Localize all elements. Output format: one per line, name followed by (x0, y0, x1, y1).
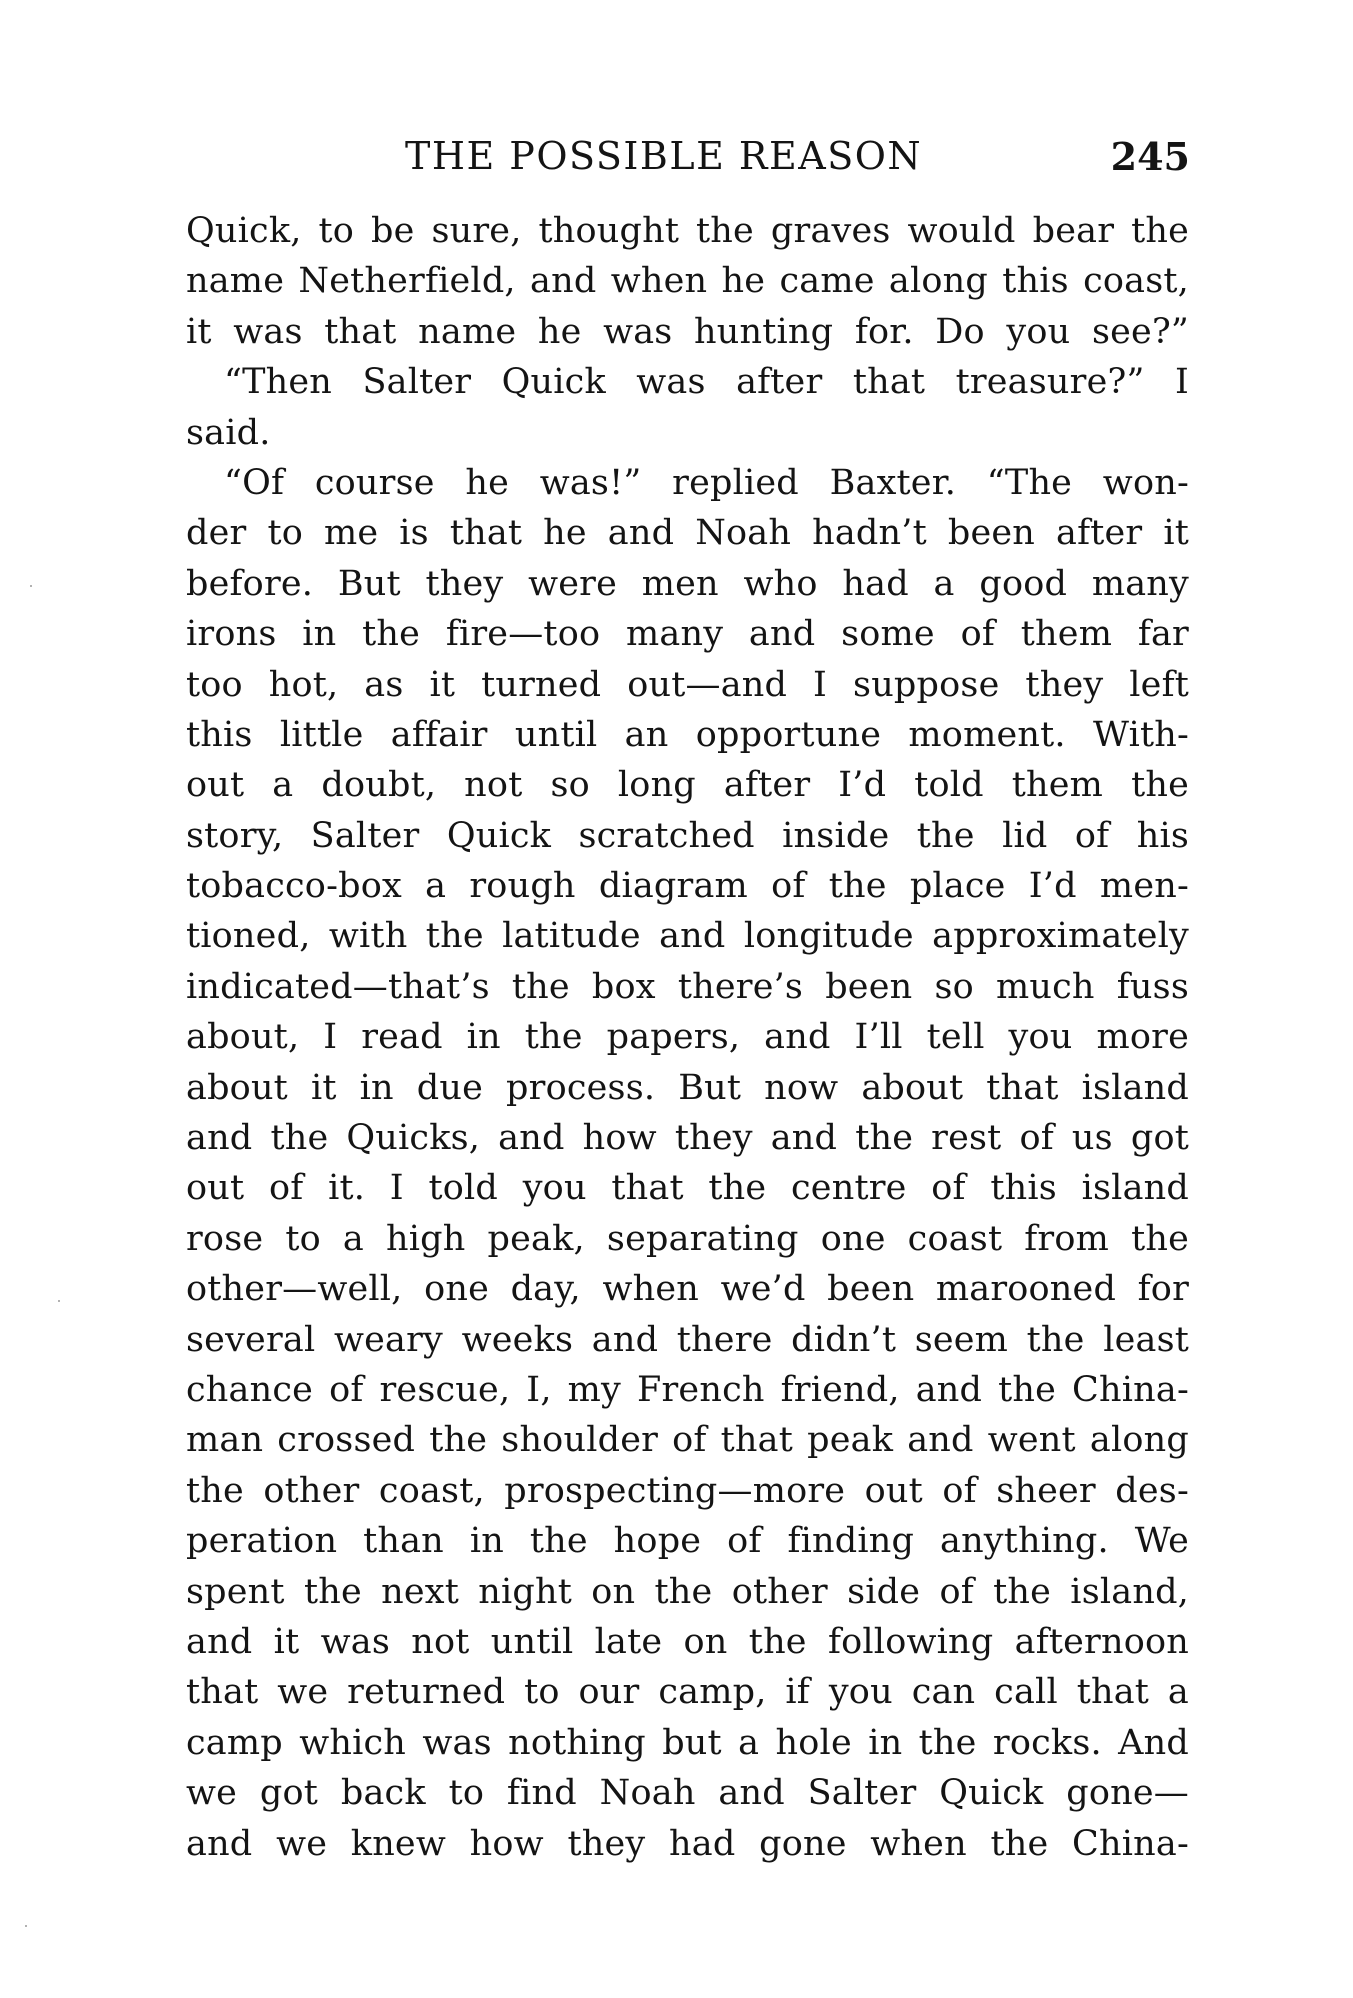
text-line: and it was not until late on the following afternoon (186, 1621, 1189, 1662)
text-line: about, I read in the papers, and I’ll tell you more (186, 1017, 1189, 1058)
text-line: chance of rescue, I, my French friend, and the China- (186, 1369, 1189, 1410)
page-number: 245 (1110, 134, 1190, 179)
text-line: camp which was nothing but a hole in the rocks. And (186, 1722, 1189, 1763)
text-line: several weary weeks and there didn’t seem the least (186, 1319, 1189, 1360)
text-line: “Of course he was!” replied Baxter. “The won- (224, 462, 1189, 503)
text-line: “Then Salter Quick was after that treasure?” I (224, 362, 1189, 403)
text-line: rose to a high peak, separating one coast from the (186, 1218, 1189, 1259)
text-line: der to me is that he and Noah hadn’t been after it (186, 513, 1189, 554)
text-line: out a doubt, not so long after I’d told them the (186, 765, 1189, 806)
text-line: this little affair until an opportune moment. With- (186, 714, 1189, 755)
paper-speck (25, 1925, 27, 1927)
text-line: it was that name he was hunting for. Do you see?” (186, 311, 1189, 352)
running-head (180, 134, 1190, 184)
text-line: the other coast, prospecting—more out of sheer des- (186, 1470, 1189, 1511)
text-line: out of it. I told you that the centre of this island (186, 1168, 1189, 1209)
body-text (186, 206, 1189, 1869)
text-line: before. But they were men who had a good many (186, 563, 1189, 604)
text-line: that we returned to our camp, if you can call that a (186, 1672, 1189, 1713)
text-line: Quick, to be sure, thought the graves would bear the (186, 211, 1189, 251)
text-line: about it in due process. But now about that island (186, 1067, 1189, 1108)
text-line: story, Salter Quick scratched inside the lid of his (186, 815, 1189, 856)
text-line: too hot, as it turned out—and I suppose they left (186, 664, 1189, 705)
text-line: tobacco-box a rough diagram of the place I’d men- (186, 866, 1189, 907)
text-line: spent the next night on the other side of the island, (186, 1571, 1189, 1612)
text-line: man crossed the shoulder of that peak and went along (186, 1420, 1189, 1461)
running-title: THE POSSIBLE REASON (405, 134, 923, 178)
text-line: indicated—that’s the box there’s been so much fuss (186, 966, 1189, 1007)
text-line: irons in the fire—too many and some of them far (186, 614, 1189, 655)
text-line: name Netherfield, and when he came along this coast, (186, 261, 1189, 302)
text-line: and the Quicks, and how they and the rest of us got (186, 1118, 1189, 1159)
text-line: said. (186, 412, 271, 453)
text-line: we got back to find Noah and Salter Quick gone— (186, 1773, 1189, 1814)
text-line: tioned, with the latitude and longitude approximately (186, 916, 1189, 957)
text-line: peration than in the hope of finding anything. We (186, 1521, 1189, 1562)
text-line: other—well, one day, when we’d been marooned for (186, 1269, 1189, 1310)
paper-speck (58, 1300, 60, 1302)
paper-speck (30, 585, 32, 587)
text-line: and we knew how they had gone when the China- (186, 1823, 1189, 1864)
